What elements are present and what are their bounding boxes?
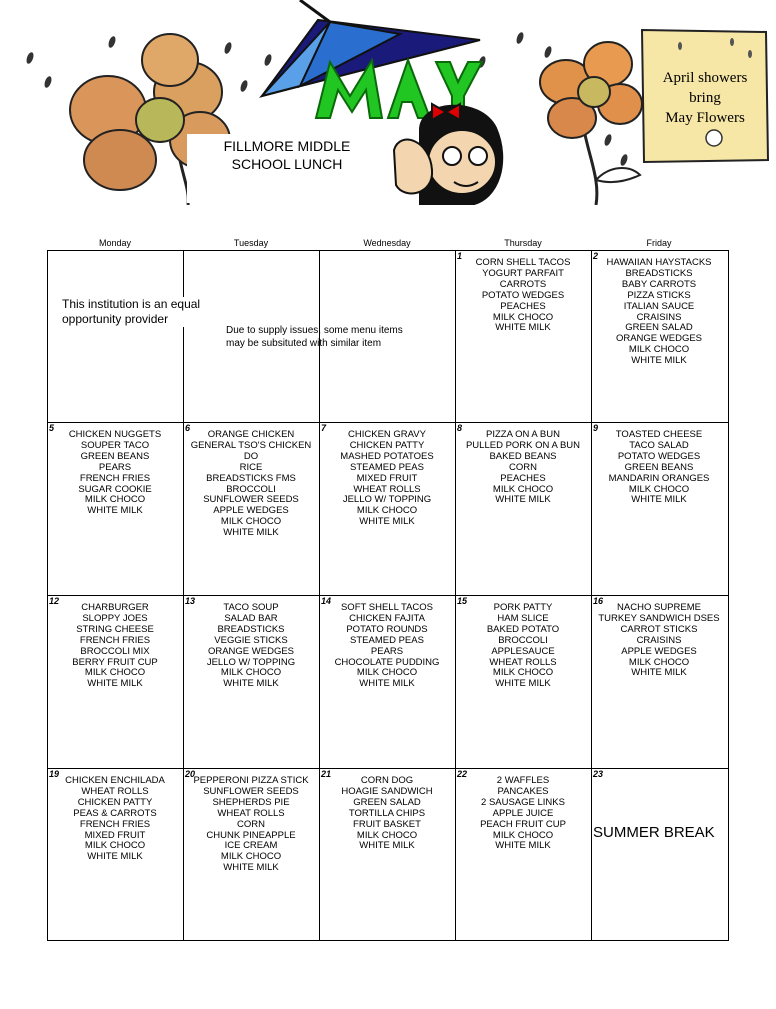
- summer-break-label: SUMMER BREAK: [592, 822, 716, 901]
- menu-item: ITALIAN SAUCE: [623, 300, 695, 312]
- calendar-day-cell: [455, 422, 591, 594]
- menu-item: TACO SALAD: [629, 439, 689, 451]
- menu-item: BREADSTICKS FMS: [206, 472, 296, 484]
- menu-item: FRENCH FRIES: [79, 818, 151, 830]
- menu-item: WHITE MILK: [359, 516, 415, 528]
- menu-item: BROCCOLI: [226, 483, 276, 495]
- menu-item: FRUIT BASKET: [353, 818, 421, 830]
- menu-item-list: [319, 430, 455, 528]
- menu-item: MILK CHOCO: [492, 829, 554, 841]
- menu-item: BREADSTICKS: [217, 623, 285, 635]
- menu-item: WHITE MILK: [223, 678, 279, 690]
- menu-item-list: [455, 258, 591, 334]
- menu-item: POTATO WEDGES: [481, 289, 565, 301]
- menu-item: PIZZA STICKS: [627, 289, 691, 301]
- menu-item: POTATO WEDGES: [617, 450, 701, 462]
- supply-notice-line-1: Due to supply issues, some menu items: [226, 325, 403, 336]
- menu-item-list: [47, 430, 183, 517]
- menu-item: MANDARIN ORANGES: [608, 472, 710, 484]
- menu-item: DO: [243, 450, 259, 462]
- menu-item: YOGURT PARFAIT: [482, 267, 564, 279]
- menu-item: MILK CHOCO: [84, 494, 146, 506]
- menu-item: CORN: [509, 461, 537, 473]
- menu-item-list: [591, 603, 727, 679]
- menu-item: MILK CHOCO: [492, 667, 554, 679]
- menu-item: CHICKEN ENCHILADA: [65, 775, 165, 786]
- weekday-header-thursday: Thursday: [504, 238, 542, 248]
- menu-item: SUGAR COOKIE: [78, 483, 152, 495]
- day-number: 22: [457, 769, 468, 779]
- menu-item: SLOPPY JOES: [82, 612, 148, 624]
- day-number: 9: [593, 423, 599, 433]
- menu-item: SOUPER TACO: [80, 439, 150, 451]
- menu-item: ORANGE CHICKEN: [207, 429, 295, 440]
- supply-notice-line-2: may be subsituted with similar item: [226, 338, 382, 349]
- menu-item: SALAD BAR: [224, 612, 278, 624]
- grid-line: [728, 250, 729, 941]
- day-number: 2: [593, 251, 599, 261]
- calendar-day-cell: [591, 250, 727, 422]
- april-showers-note: [640, 28, 770, 164]
- menu-item: BROCCOLI: [498, 634, 548, 646]
- menu-item: MILK CHOCO: [84, 840, 146, 852]
- menu-item: MILK CHOCO: [492, 311, 554, 323]
- menu-item: TORTILLA CHIPS: [348, 807, 426, 819]
- menu-item: PEACHES: [500, 300, 546, 312]
- menu-item: CARROTS: [499, 278, 547, 290]
- menu-item-list: [319, 603, 455, 690]
- calendar-day-cell: [183, 422, 319, 594]
- weekday-header-wednesday: Wednesday: [363, 238, 411, 248]
- equal-opportunity-line-1: This institution is an equal: [62, 297, 201, 311]
- menu-item: BERRY FRUIT CUP: [72, 656, 158, 668]
- menu-item: CHICKEN PATTY: [349, 439, 425, 451]
- calendar-day-cell: [319, 768, 455, 940]
- calendar-day-cell: [591, 595, 727, 767]
- school-title: [187, 134, 387, 203]
- menu-item: CARROT STICKS: [620, 623, 698, 635]
- calendar-day-cell: [319, 422, 455, 594]
- menu-item: WHITE MILK: [87, 678, 143, 690]
- day-number: 13: [185, 596, 196, 606]
- menu-item: GREEN BEANS: [80, 450, 150, 462]
- menu-item: WHEAT ROLLS: [489, 656, 557, 668]
- menu-item-list: [183, 603, 319, 690]
- menu-item: CHICKEN PATTY: [77, 796, 153, 808]
- grid-line: [47, 940, 729, 941]
- calendar-day-cell: [183, 595, 319, 767]
- menu-item: WHITE MILK: [495, 494, 551, 506]
- menu-item: PEARS: [98, 461, 132, 473]
- menu-item-list: [319, 776, 455, 852]
- weekday-header-friday: Friday: [646, 238, 672, 248]
- menu-item: STEAMED PEAS: [350, 634, 424, 646]
- menu-item: MILK CHOCO: [356, 829, 418, 841]
- menu-item: RICE: [239, 461, 263, 473]
- menu-item: WHITE MILK: [631, 667, 687, 679]
- menu-item: MILK CHOCO: [84, 667, 146, 679]
- menu-item-list: [455, 603, 591, 690]
- menu-item-list: [47, 776, 183, 863]
- menu-item: MILK CHOCO: [220, 516, 282, 528]
- menu-item-list: [183, 776, 319, 874]
- calendar-day-cell: [47, 422, 183, 594]
- menu-item: GENERAL TSO'S CHICKEN: [190, 439, 312, 451]
- menu-item: WHITE MILK: [495, 678, 551, 690]
- menu-item: ORANGE WEDGES: [207, 645, 295, 657]
- menu-item-list: [591, 258, 727, 367]
- day-number: 23: [593, 769, 604, 779]
- menu-item: PORK PATTY: [493, 602, 553, 613]
- menu-item-list: [455, 430, 591, 506]
- menu-item: SOFT SHELL TACOS: [340, 602, 434, 613]
- menu-item: GREEN SALAD: [625, 322, 693, 334]
- calendar-day-cell: [591, 422, 727, 594]
- menu-item: MILK CHOCO: [220, 851, 282, 863]
- menu-item: WHITE MILK: [631, 494, 687, 506]
- menu-item: CHICKEN FAJITA: [349, 612, 425, 624]
- menu-item-list: [591, 430, 727, 506]
- menu-item: WHEAT ROLLS: [217, 807, 285, 819]
- day-number: 16: [593, 596, 604, 606]
- menu-item: PULLED PORK ON A BUN: [465, 439, 581, 451]
- menu-item: CRAISINS: [636, 634, 682, 646]
- school-title-line-2: SCHOOL LUNCH: [231, 156, 343, 172]
- equal-opportunity-line-2: opportunity provider: [62, 312, 169, 326]
- note-line-3: May Flowers: [665, 110, 745, 126]
- menu-item: CORN: [237, 818, 265, 830]
- menu-item: PEPPERONI PIZZA STICK: [193, 775, 309, 786]
- menu-item: ORANGE WEDGES: [615, 333, 703, 345]
- menu-item: MILK CHOCO: [220, 667, 282, 679]
- menu-item: MILK CHOCO: [628, 344, 690, 356]
- menu-item: MILK CHOCO: [492, 483, 554, 495]
- day-number: 15: [457, 596, 468, 606]
- calendar-day-cell: [319, 595, 455, 767]
- menu-item: STEAMED PEAS: [350, 461, 424, 473]
- menu-item-list: [455, 776, 591, 852]
- menu-item: TACO SOUP: [223, 602, 279, 613]
- menu-item: 2 SAUSAGE LINKS: [481, 796, 565, 808]
- weekday-header-monday: Monday: [98, 238, 132, 248]
- menu-item: HAWAIIAN HAYSTACKS: [606, 257, 712, 268]
- day-number: 12: [49, 596, 60, 606]
- calendar-day-cell: [455, 250, 591, 422]
- menu-item: APPLESAUCE: [491, 645, 555, 657]
- calendar-day-cell: [455, 595, 591, 767]
- menu-item: BAKED POTATO: [486, 623, 560, 635]
- menu-item: CHARBURGER: [81, 602, 149, 613]
- menu-item: MILK CHOCO: [628, 483, 690, 495]
- menu-item: HOAGIE SANDWICH: [341, 785, 433, 797]
- menu-item: GREEN BEANS: [624, 461, 694, 473]
- menu-item: 2 WAFFLES: [496, 775, 550, 786]
- menu-item: WHITE MILK: [359, 678, 415, 690]
- menu-item: WHEAT ROLLS: [81, 785, 149, 797]
- menu-item: APPLE JUICE: [492, 807, 554, 819]
- menu-item: TURKEY SANDWICH DSES: [598, 612, 720, 624]
- menu-item: BROCCOLI MIX: [80, 645, 150, 657]
- calendar-day-cell: [47, 768, 183, 940]
- calendar-day-cell: [455, 768, 591, 940]
- menu-item: CORN SHELL TACOS: [475, 257, 571, 268]
- menu-item: BAKED BEANS: [489, 450, 557, 462]
- menu-item: ICE CREAM: [224, 840, 278, 852]
- weekday-header-tuesday: Tuesday: [233, 238, 269, 248]
- note-line-2: bring: [689, 90, 721, 106]
- menu-item: JELLO W/ TOPPING: [342, 494, 432, 506]
- menu-item-list: [183, 430, 319, 539]
- menu-item: CHOCOLATE PUDDING: [334, 656, 440, 668]
- day-number: 19: [49, 769, 60, 779]
- menu-item: CRAISINS: [636, 311, 682, 323]
- menu-item: PIZZA ON A BUN: [486, 429, 560, 440]
- calendar-day-cell: [47, 595, 183, 767]
- menu-item: PEACHES: [500, 472, 546, 484]
- menu-item: WHITE MILK: [495, 840, 551, 852]
- calendar-day-cell: [183, 768, 319, 940]
- menu-item: CORN DOG: [360, 775, 414, 786]
- menu-item: SHEPHERDS PIE: [212, 796, 290, 808]
- menu-item: PEACH FRUIT CUP: [480, 818, 566, 830]
- equal-opportunity-notice: [62, 297, 200, 327]
- menu-item: CHUNK PINEAPPLE: [206, 829, 296, 841]
- menu-item: NACHO SUPREME: [617, 602, 701, 613]
- menu-item: FRENCH FRIES: [79, 472, 151, 484]
- day-number: 20: [185, 769, 196, 779]
- menu-item: POTATO ROUNDS: [346, 623, 428, 635]
- menu-item: MASHED POTATOES: [340, 450, 434, 462]
- menu-item: GREEN SALAD: [353, 796, 421, 808]
- menu-item: APPLE WEDGES: [213, 505, 289, 517]
- menu-item: SUNFLOWER SEEDS: [203, 494, 299, 506]
- note-text: [640, 68, 770, 128]
- menu-item: HAM SLICE: [497, 612, 549, 624]
- day-number: 7: [321, 423, 327, 433]
- menu-item: WHITE MILK: [495, 322, 551, 334]
- menu-item: BREADSTICKS: [625, 267, 693, 279]
- calendar-day-cell: [47, 250, 183, 422]
- day-number: 14: [321, 596, 332, 606]
- day-number: 8: [457, 423, 463, 433]
- menu-item: WHITE MILK: [87, 505, 143, 517]
- menu-item: PANCAKES: [497, 785, 549, 797]
- supply-notice: [226, 324, 403, 350]
- menu-item: PEAS & CARROTS: [73, 807, 157, 819]
- menu-item: CHICKEN NUGGETS: [68, 429, 162, 440]
- menu-item: VEGGIE STICKS: [214, 634, 288, 646]
- menu-item: SUNFLOWER SEEDS: [203, 785, 299, 797]
- menu-item: APPLE WEDGES: [621, 645, 697, 657]
- day-number: 6: [185, 423, 191, 433]
- menu-item: MILK CHOCO: [356, 505, 418, 517]
- menu-item: WHITE MILK: [223, 527, 279, 539]
- menu-item: WHITE MILK: [631, 355, 687, 367]
- day-number: 21: [321, 769, 332, 779]
- note-line-1: April showers: [662, 70, 748, 86]
- menu-item: CHICKEN GRAVY: [348, 429, 426, 440]
- menu-item: WHITE MILK: [223, 862, 279, 874]
- menu-item: MILK CHOCO: [628, 656, 690, 668]
- school-title-line-1: FILLMORE MIDDLE: [223, 138, 351, 154]
- day-number: 5: [49, 423, 55, 433]
- menu-item: MILK CHOCO: [356, 667, 418, 679]
- menu-item: WHEAT ROLLS: [353, 483, 421, 495]
- menu-item: FRENCH FRIES: [79, 634, 151, 646]
- menu-item: TOASTED CHEESE: [615, 429, 703, 440]
- menu-item: BABY CARROTS: [621, 278, 697, 290]
- menu-item-list: [47, 603, 183, 690]
- menu-item: STRING CHEESE: [76, 623, 154, 635]
- menu-item: WHITE MILK: [87, 851, 143, 863]
- menu-item: MIXED FRUIT: [84, 829, 146, 841]
- menu-item: JELLO W/ TOPPING: [206, 656, 296, 668]
- day-number: 1: [457, 251, 463, 261]
- menu-item: PEARS: [370, 645, 404, 657]
- menu-item: MIXED FRUIT: [356, 472, 418, 484]
- menu-item: WHITE MILK: [359, 840, 415, 852]
